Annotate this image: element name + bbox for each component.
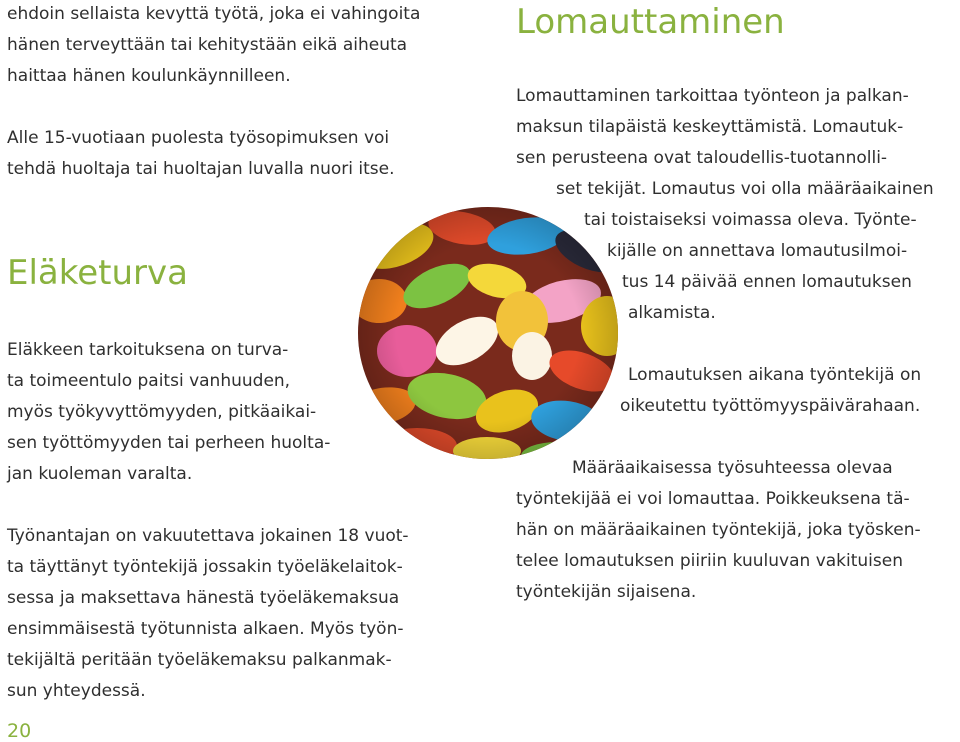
text-line: hän on määräaikainen työntekijä, joka työsken- (516, 520, 921, 540)
text-line: ehdoin sellaista kevyttä työtä, joka ei vahingoita (7, 4, 421, 24)
text-line: tai toistaiseksi voimassa oleva. Työnte- (584, 210, 917, 230)
text-line: hänen terveyttään tai kehitystään eikä aiheuta (7, 35, 408, 55)
text-line: kijälle on annettava lomautusilmoi- (607, 241, 908, 261)
text-line: sen perusteena ovat taloudellis-tuotannolli- (516, 148, 888, 168)
text-line: jan kuoleman varalta. (7, 464, 193, 484)
text-line: tehdä huoltaja tai huoltajan luvalla nuori itse. (7, 159, 395, 179)
text-line: Eläkkeen tarkoituksena on turva- (7, 340, 289, 360)
text-line: Lomauttaminen tarkoittaa työnteon ja palkan- (516, 86, 909, 106)
text-line: tekijältä peritään työeläkemaksu palkanmak- (7, 650, 392, 670)
text-line: oikeutettu työttömyyspäivärahaan. (620, 396, 921, 416)
text-line: haittaa hänen koulunkäynnilleen. (7, 66, 291, 86)
elaketurva-heading: Eläketurva (7, 253, 188, 293)
text-line: ta täyttänyt työntekijä jossakin työeläkelaitok- (7, 557, 403, 577)
text-line: set tekijät. Lomautus voi olla määräaikainen (556, 179, 934, 199)
text-line: ensimmäisestä työtunnista alkaen. Myös työn- (7, 619, 404, 639)
text-line: Alle 15-vuotiaan puolesta työsopimuksen voi (7, 128, 390, 148)
text-line: työntekijää ei voi lomauttaa. Poikkeuksena tä- (516, 489, 910, 509)
text-line: myös työkyvyttömyyden, pitkäaikai- (7, 402, 317, 422)
text-line: tus 14 päivää ennen lomautuksen (622, 272, 912, 292)
text-line: sen työttömyyden tai perheen huolta- (7, 433, 331, 453)
text-line: maksun tilapäistä keskeyttämistä. Lomautuk- (516, 117, 904, 137)
text-line: sun yhteydessä. (7, 681, 146, 701)
lomauttaminen-heading: Lomauttaminen (516, 2, 785, 42)
text-line: Lomautuksen aikana työntekijä on (628, 365, 922, 385)
text-line: Määräaikaisessa työsuhteessa olevaa (572, 458, 893, 478)
page-number: 20 (7, 720, 32, 742)
text-line: alkamista. (628, 303, 716, 323)
text-line: työntekijän sijaisena. (516, 582, 697, 602)
text-line: ta toimeentulo paitsi vanhuuden, (7, 371, 291, 391)
text-line: sessa ja maksettava hänestä työeläkemaksua (7, 588, 400, 608)
text-line: telee lomautuksen piiriin kuuluvan vakituisen (516, 551, 903, 571)
text-line: Työnantajan on vakuutettava jokainen 18 vuot- (7, 526, 409, 546)
candy-photo (357, 206, 619, 460)
